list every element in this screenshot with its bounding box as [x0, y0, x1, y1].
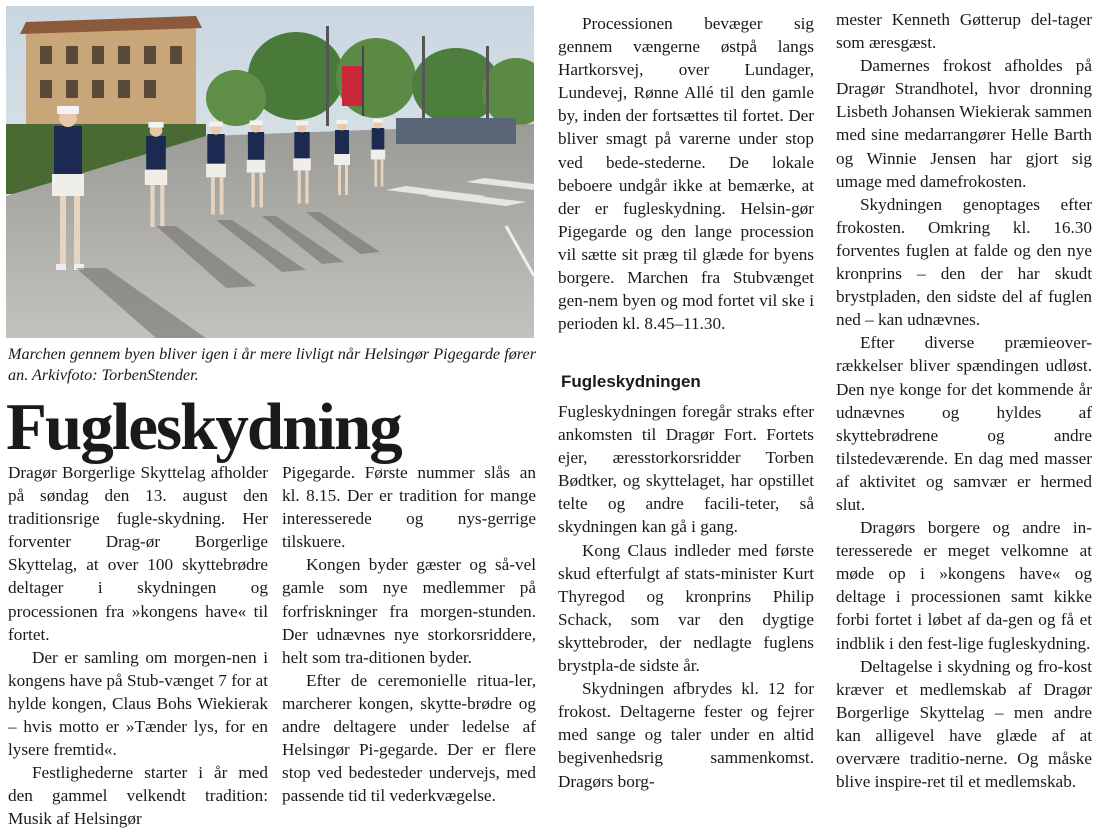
text-column-4: [836, 8, 1092, 839]
paragraph: Damernes frokost afholdes på Dragør Strandhotel, hvor dronning Lisbeth Johansen Wiekierak sammen med sine medarrangører Helle Barth og Winnie Jensen har gjort sig umage med damefrokosten.: [836, 56, 1092, 191]
subheading: Fugleskydningen: [561, 372, 701, 391]
text-column-1: [8, 461, 268, 839]
paragraph: Kongen byder gæster og så-vel gamle som nye medlemmer på forfriskninger fra morgen-stunden. Der udnævnes nye storkorsriddere, helt som tra-ditionen byder.: [282, 555, 536, 667]
paragraph: Der er samling om morgen-nen i kongens have på Stub-vænget 7 for at hylde kongen, Claus Bohs Wiekierak – hvis motto er »Tænder lys, for en lysere fremtid«.: [8, 647, 268, 760]
text-column-3: [558, 12, 814, 382]
paragraph: Efter diverse præmieover-rækkelser bliver spændingen udløst. Den nye konge for det kommende år udnævnes og hyldes af skyttebrødrene og andre tilstedeværende. En dag med masser af aktivitet og samvær er hermed slut.: [836, 333, 1092, 514]
paragraph: Deltagelse i skydning og fro-kost kræver et medlemskab af Dragør Borgerlige Skyttelag – men andre kan alligevel have glæde af at overvære traditio-nerne. Og måske blive inspire-ret til et medlemskab.: [836, 656, 1092, 792]
paragraph: Efter de ceremonielle ritua-ler, marcherer kongen, skytte-brødre og andre deltagere under ledelse af Helsingør Pi-gegarde. Der er flere stop ved bedesteder undervejs, med passende tid til vederkvægelse.: [282, 670, 536, 806]
article-photo: [6, 6, 534, 338]
text-column-3-continued: [558, 400, 814, 839]
paragraph: mester Kenneth Gøtterup del-tager som æresgæst.: [836, 10, 1092, 53]
paragraph: Kong Claus indleder med første skud efterfulgt af stats-minister Kurt Thyregod og kronprins Philip Schack, som var den dygtige skyttebroder, der nedlagte fuglens brystpla-de sidste år.: [558, 540, 814, 676]
article-headline: Fugleskydning: [6, 390, 401, 464]
photo-caption: Marchen gennem byen bliver igen i år mere livligt når Helsingør Pigegarde fører an. Arkivfoto: TorbenStender.: [8, 345, 536, 384]
text-column-2: [282, 461, 536, 839]
paragraph: Skydningen afbrydes kl. 12 for frokost. Deltagerne fester og fejrer med sange og taler under en altid begivenhedsrig sammenkomst. Dragørs borg-: [558, 679, 814, 791]
marching-band-photo: [6, 6, 534, 338]
paragraph: Dragør Borgerlige Skyttelag afholder på søndag den 13. august den traditionsrige fugle-skydning. Her forventer Drag-ør Borgerlige Skyttelag, at over 100 skyttebrødre deltager i skydningen og processionen fra »kongens have« til fortet.: [8, 463, 268, 644]
paragraph: Festlighederne starter i år med den gammel velkendt tradition: Musik af Helsingør: [8, 763, 268, 829]
paragraph: Fugleskydningen foregår straks efter ankomsten til Dragør Fort. Fortets ejer, æresstorkorsridder Torben Bødtker, og skyttelaget, har opstillet telte og andre facili-teter, så skydningen kan gå i gang.: [558, 402, 814, 537]
paragraph: Pigegarde. Første nummer slås an kl. 8.15. Der er tradition for mange interesserede og nys-gerrige tilskuere.: [282, 463, 536, 552]
paragraph: Dragørs borgere og andre in-teresserede er meget velkomne at møde op i »kongens have« og deltage i processionen samt kikke forbi fortet i løbet af da-gen og få et indblik i den fest-lige fugleskydning.: [836, 518, 1092, 653]
paragraph: Processionen bevæger sig gennem vængerne østpå langs Hartkorsvej, over Lundager, Lundevej, Rønne Allé til den gamle by, inden der fortsættes til fortet. Der bliver smagt på varerne under stop ved bede-stederne. De lokale beboere undgår ikke at bemærke, at der er fugleskydning. Helsin-gør Pigegarde og den lange procession vil sætte sit præg til glæde for byens borgere. Marchen fra Stubvænget gen-nem byen og mod fortet vil ske i perioden kl. 8.45–11.30.: [558, 14, 814, 334]
paragraph: Skydningen genoptages efter frokosten. Omkring kl. 16.30 forventes fuglen at falde og den nye kronprins – den der har skudt brystpladen, den sidste del af fuglen ned – kan udnævnes.: [836, 194, 1092, 330]
